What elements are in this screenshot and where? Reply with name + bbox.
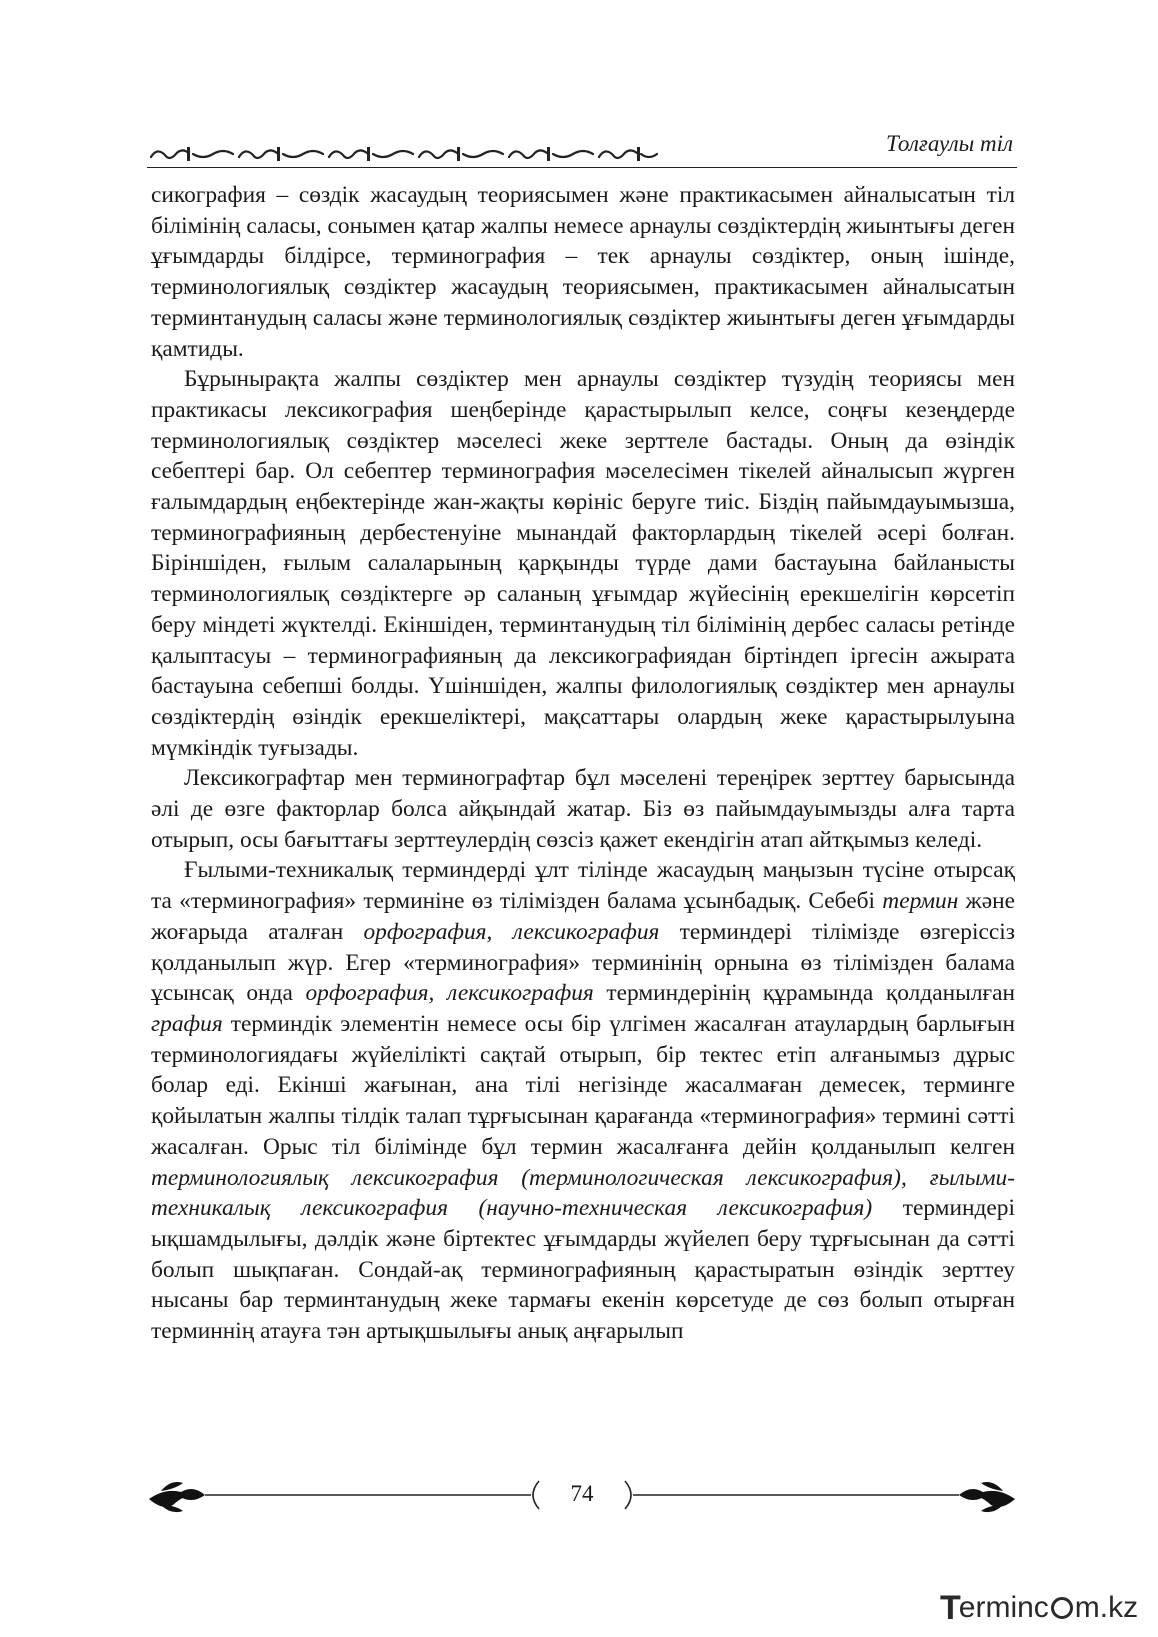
italic-term: орфография, лексикография (305, 980, 594, 1007)
paragraph (151, 364, 1015, 763)
watermark-o-icon (1051, 1597, 1073, 1619)
page-footer (147, 1477, 1017, 1517)
italic-term: графия (151, 1010, 223, 1037)
watermark-text-middle: erminc (958, 1591, 1049, 1624)
paragraph (151, 855, 1015, 1346)
paragraph (151, 763, 1015, 855)
site-watermark (940, 1588, 1138, 1628)
text-run: Лексикографтар мен терминографтар бұл мәселені тереңірек зерттеу барысында әлі де өзге факторлар болса айқындай жатар. Біз өз пайымдауымызды алға тарта отырып, осы бағыттағы зерттеулердің сөзсіз қажет екендігін атап айтқымыз келеді. (151, 765, 1015, 853)
text-run: терминдік элементін немесе осы бір үлгімен жасалған атаулардың барлығын терминологиядағы жүйелілікті сақтай отырып, бір тектес етіп алғанымыз дұрыс болар еді. Екінші жағынан, ана тілі негізінде жасалмаған демесек, терминге қойылатын жалпы тілдік талап тұрғысынан қарағанда «терминография» термині сәтті жасалған. Орыс тіл білімінде бұл термин жасалғанға дейін қолданылып келген (151, 1010, 1015, 1160)
watermark-text-t: T (940, 1588, 961, 1627)
running-header (147, 131, 1017, 171)
text-run: Бұрынырақта жалпы сөздіктер мен арнаулы сөздіктер түзудің теориясы мен практикасы лексикография шеңберінде қарастырылып келсе, соңғы кезеңдерде терминологиялық сөздіктер мәселесі жеке зерттеле бастады. Оның да өзіндік себептері бар. Ол себептер терминография мәселесімен тікелей айналысып жүрген ғалымдардың еңбектерінде жан-жақты көрініс беруге тиіс. Біздің пайымдауымызша, терминографияның дербестенуіне мынандай факторлардың тікелей әсері болған. Біріншіден, ғылым салаларының қарқынды түрде дами бастауына байланысты терминологиялық сөздіктерге әр саланың ұғымдар жүйесінің ерекшелігін көрсетіп беру міндеті жүктелді. Екіншіден, терминтанудың тіл білімінің дербес саласы ретінде қалыптасуы – терминографияның да лексикографиядан біртіндеп іргесін ажырата бастауына себепші болды. Үшіншіден, жалпы филологиялық сөздіктер мен арнаулы сөздіктердің өзіндік ерекшеліктері, мақсаттары олардың жеке қарастырылуына мүмкіндік туғызады. (151, 366, 1015, 761)
italic-term: термин (882, 888, 959, 915)
page-body (151, 180, 1015, 1347)
text-run: терминдері тілімізде өзгеріссіз қолданылып жүр. Егер «терминография» терминінің орнына өз тілімізден балама ұсынсақ онда (151, 918, 1015, 1007)
text-run: Ғылыми-техникалық терминдерді ұлт тілінде жасаудың маңызын түсіне отырсақ та «терминография» терминіне өз тілімізден балама ұсынбадық. Себебі (151, 857, 1015, 915)
page-number: 74 (570, 1481, 594, 1506)
text-run: терминдерінің құрамында қолданылған (593, 980, 1015, 1007)
text-run: терминдері ықшамдылығы, дәлдік және біртектес ұғымдарды жүйелеп беру тұрғысынан да сәтті болып шықпаған. Сондай-ақ терминографияның қарастыратын өзіндік зерттеу нысаны бар терминтанудың жеке тармағы екенін көрсетуде де сөз болып отырған терминнің атауға тән артықшылығы анық аңғарылып (151, 1195, 1015, 1345)
paragraph (151, 180, 1015, 364)
leaf-ornament-left-icon (149, 1482, 205, 1512)
running-header-title: Толғаулы тіл (885, 131, 1013, 156)
watermark-text-end: m.kz (1074, 1591, 1139, 1624)
text-run: сикография – сөздік жасаудың теориясымен және практикасымен айналысатын тіл білімінің саласы, сонымен қатар жалпы немесе арнаулы сөздіктердің жиынтығы деген ұғымдарды білдірсе, терминография – тек арнаулы сөздіктер, оның ішінде, терминологиялық сөздіктер жасаудың теориясымен, практикасымен айналысатын терминтанудың саласы және терминологиялық сөздіктер жиынтығы деген ұғымдарды қамтиды. (151, 182, 1015, 362)
text-run: және жоғарыда аталған (151, 888, 1016, 945)
leaf-ornament-right-icon (959, 1482, 1015, 1512)
scroll-ornament-icon (147, 141, 667, 167)
header-divider (147, 167, 1017, 168)
italic-term: орфография, лексикография (363, 918, 660, 945)
italic-term: терминологиялық лексикография (терминологическая лексикография), ғылыми-техникалық лексикография (научно-техническая лексикография) (151, 1164, 1015, 1222)
